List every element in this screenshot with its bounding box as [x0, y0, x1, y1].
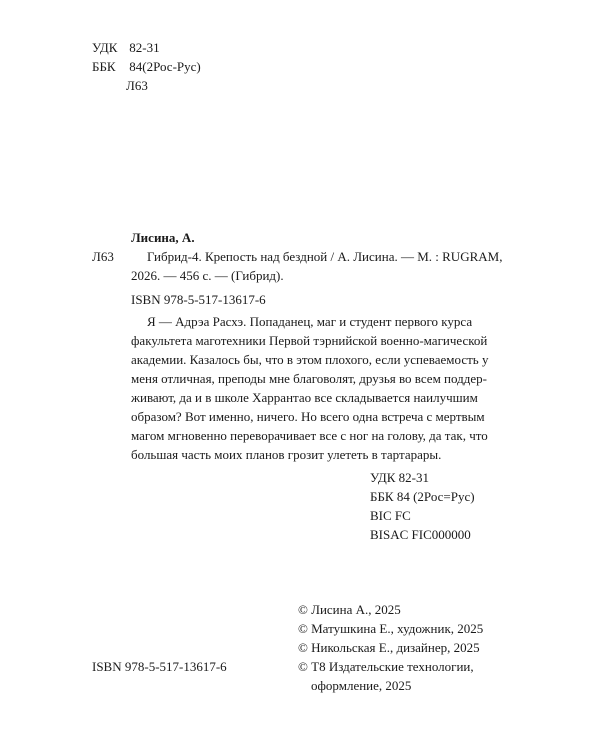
- footer-isbn: ISBN 978-5-517-13617-6: [92, 659, 227, 674]
- bbk-line: [92, 57, 201, 76]
- author-mark: Л63: [92, 249, 114, 264]
- bbk-code: ББК 84 (2Рос=Рус): [370, 489, 475, 504]
- copyright-line: © Т8 Издательские технологии,: [298, 659, 474, 674]
- annotation-line: магом мгновенно переворачивает все с ног на голову, да так, что: [131, 428, 488, 443]
- annotation: [131, 312, 489, 464]
- isbn-top: ISBN 978-5-517-13617-6: [131, 292, 266, 307]
- copyright-line: © Никольская Е., дизайнер, 2025: [298, 640, 480, 655]
- copyright-line: © Лисина А., 2025: [298, 602, 401, 617]
- annotation-line: большая часть моих планов грозит улететь в тартарары.: [131, 447, 442, 462]
- bib-line-1: Гибрид-4. Крепость над бездной / А. Лисина. — М. : RUGRAM,: [147, 249, 503, 264]
- bic-code: BIC FC: [370, 508, 411, 523]
- author-heading: Лисина, А.: [131, 230, 195, 245]
- bisac-code: BISAC FIC000000: [370, 527, 471, 542]
- udk-line: [92, 38, 160, 57]
- copyright-line: © Матушкина Е., художник, 2025: [298, 621, 484, 636]
- copyright-block: [298, 600, 483, 695]
- classification-codes: [370, 468, 475, 544]
- bbk-label: ББК: [92, 59, 116, 74]
- udk-label: УДК: [92, 40, 118, 55]
- udk-value: 82-31: [129, 40, 160, 55]
- udk-code: УДК 82-31: [370, 470, 430, 485]
- annotation-line: Я — Адрэа Расхэ. Попаданец, маг и студент первого курса: [147, 314, 473, 329]
- annotation-line: живают, да и в школе Харрантао все складывается наилучшим: [131, 390, 478, 405]
- annotation-line: образом? Вот именно, ничего. Но всего одна встреча с мертвым: [131, 409, 485, 424]
- bib-line-2: 2026. — 456 с. — (Гибрид).: [131, 268, 284, 283]
- annotation-line: меня отличная, преподы мне благоволят, друзья во всем поддер-: [131, 371, 487, 386]
- bbk-value: 84(2Рос-Рус): [129, 59, 201, 74]
- author-mark-top: Л63: [126, 78, 148, 93]
- annotation-line: академии. Казалось бы, что в этом плохого, если успеваемость у: [131, 352, 489, 367]
- annotation-line: факультета маготехники Первой тэрнийской военно-магической: [131, 333, 488, 348]
- copyright-line: оформление, 2025: [311, 678, 412, 693]
